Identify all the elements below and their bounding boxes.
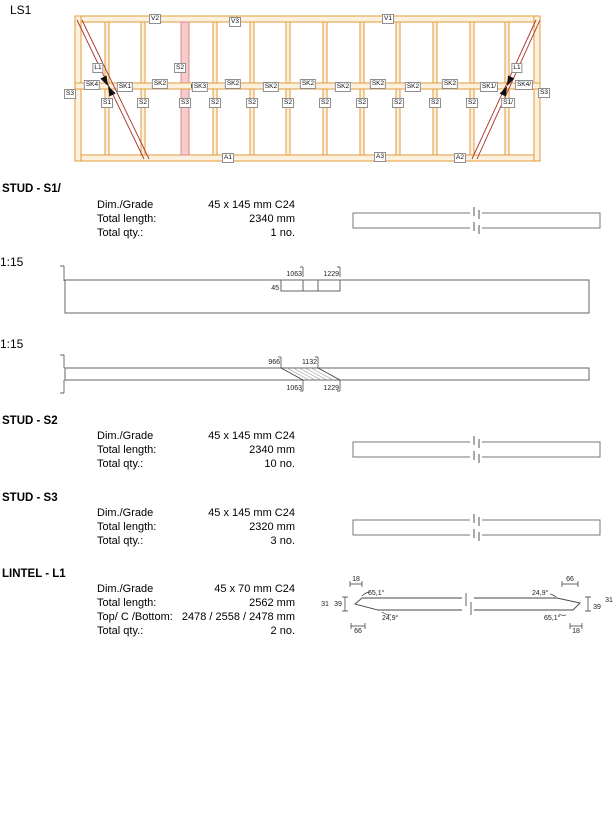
spec-value: 45 x 145 mm C24 bbox=[208, 430, 295, 442]
frame-label: S1 bbox=[103, 99, 111, 106]
lintel-angle-bottom-left: 24,9° bbox=[382, 615, 399, 622]
stud-s3-bar-drawing bbox=[353, 514, 600, 541]
frame-label: SK2 bbox=[406, 83, 420, 90]
frame-label: S2 bbox=[468, 99, 476, 106]
frame-label: L1 bbox=[513, 64, 521, 71]
spec-value: 2340 mm bbox=[249, 444, 295, 456]
spec-value: 2562 mm bbox=[249, 597, 295, 609]
stud-s1-face-detail bbox=[65, 280, 589, 313]
frame-label: SK2 bbox=[336, 83, 350, 90]
frame-label: S3 bbox=[181, 99, 189, 106]
spec-label: Total qty.: bbox=[97, 535, 144, 547]
stud-s1-bar-drawing bbox=[353, 207, 600, 234]
frame-label: A3 bbox=[376, 153, 384, 160]
lintel-dim-top-right: 66 bbox=[566, 576, 574, 583]
frame-label: S2 bbox=[176, 64, 184, 71]
frame-label: S2 bbox=[394, 99, 402, 106]
frame-label: S2 bbox=[211, 99, 219, 106]
detail-b-dim-1132: 1132 bbox=[301, 359, 317, 366]
frame-label: SK2 bbox=[264, 83, 278, 90]
frame-label: S2 bbox=[358, 99, 366, 106]
lintel-dim-top-left: 18 bbox=[352, 576, 360, 583]
frame-label: S2 bbox=[321, 99, 329, 106]
spec-label: Total qty.: bbox=[97, 458, 144, 470]
frame-label: SK4 bbox=[85, 81, 99, 88]
spec-label: Total length: bbox=[97, 521, 157, 533]
spec-value: 2320 mm bbox=[249, 521, 295, 533]
frame-label: SK2 bbox=[371, 80, 385, 87]
frame-label: V3 bbox=[231, 18, 239, 25]
detail-b-dim-1229: 1229 bbox=[323, 385, 339, 392]
frame-label: V1 bbox=[384, 15, 392, 22]
lintel-dim-bottom-right: 18 bbox=[572, 628, 580, 635]
frame-label: L1 bbox=[94, 64, 102, 71]
spec-value: 2478 / 2558 / 2478 mm bbox=[181, 611, 295, 623]
frame-label: S2 bbox=[139, 99, 147, 106]
frame-label: SK2 bbox=[226, 80, 240, 87]
spec-value: 45 x 145 mm C24 bbox=[208, 199, 295, 211]
stud-s2-bar-drawing bbox=[353, 436, 600, 463]
spec-label: Total length: bbox=[97, 444, 157, 456]
stud-s1-edge-detail bbox=[65, 368, 589, 380]
scale-label: 1:15 bbox=[0, 337, 24, 351]
frame-label: S2 bbox=[248, 99, 256, 106]
section-heading-lintel-l1: LINTEL - L1 bbox=[2, 568, 66, 580]
frame-label: SK1/ bbox=[481, 83, 497, 90]
detail-b-dim-966: 966 bbox=[268, 359, 280, 366]
frame-label: SK2 bbox=[153, 80, 167, 87]
lintel-dim-right-inner: 39 bbox=[593, 604, 601, 611]
spec-value: 45 x 70 mm C24 bbox=[214, 583, 295, 595]
spec-label: Total qty.: bbox=[97, 625, 144, 637]
detail-a-dim-1063: 1063 bbox=[286, 271, 302, 278]
spec-value: 10 no. bbox=[264, 458, 295, 470]
spec-label: Total length: bbox=[97, 597, 157, 609]
frame-label: SK3 bbox=[193, 83, 207, 90]
spec-label: Total qty.: bbox=[97, 227, 144, 239]
spec-label: Top/ C /Bottom: bbox=[97, 611, 173, 623]
frame-label: V2 bbox=[151, 15, 159, 22]
spec-label: Dim./Grade bbox=[97, 430, 154, 442]
scale-label: 1:15 bbox=[0, 255, 24, 269]
frame-label: S3 bbox=[66, 90, 74, 97]
lintel-dim-left-inner: 39 bbox=[334, 601, 342, 608]
detail-a-height-dim: 45 bbox=[271, 285, 279, 292]
lintel-dim-right-outer: 31 bbox=[605, 597, 613, 604]
lintel-angle-top-right: 24,9° bbox=[532, 590, 549, 597]
frame-label: A1 bbox=[224, 154, 232, 161]
lintel-dim-left-outer: 31 bbox=[321, 601, 329, 608]
spec-label: Dim./Grade bbox=[97, 507, 154, 519]
section-heading-stud-s1: STUD - S1/ bbox=[2, 183, 61, 195]
frame-label: S2 bbox=[284, 99, 292, 106]
spec-label: Dim./Grade bbox=[97, 199, 154, 211]
spec-label: Dim./Grade bbox=[97, 583, 154, 595]
frame-label: SK2 bbox=[301, 80, 315, 87]
frame-label: S3 bbox=[540, 89, 548, 96]
section-heading-stud-s3: STUD - S3 bbox=[2, 492, 58, 504]
spec-value: 45 x 145 mm C24 bbox=[208, 507, 295, 519]
frame-label: S1/ bbox=[503, 99, 513, 106]
frame-label: SK2 bbox=[443, 80, 457, 87]
spec-value: 2 no. bbox=[270, 625, 295, 637]
frame-label: SK1 bbox=[118, 83, 132, 90]
frame-label: SK4/ bbox=[516, 81, 532, 88]
spec-value: 3 no. bbox=[270, 535, 295, 547]
spec-value: 2340 mm bbox=[249, 213, 295, 225]
lintel-dim-bottom-left: 66 bbox=[354, 628, 362, 635]
frame-label: A2 bbox=[456, 154, 464, 161]
detail-b-dim-1063: 1063 bbox=[286, 385, 302, 392]
section-heading-stud-s2: STUD - S2 bbox=[2, 415, 58, 427]
spec-value: 1 no. bbox=[270, 227, 295, 239]
lintel-angle-top-left: 65,1° bbox=[368, 590, 385, 597]
lintel-angle-bottom-right: 65,1° bbox=[544, 615, 561, 622]
sheet-title: LS1 bbox=[10, 3, 32, 17]
spec-label: Total length: bbox=[97, 213, 157, 225]
detail-a-dim-1229: 1229 bbox=[323, 271, 339, 278]
frame-label: S2 bbox=[431, 99, 439, 106]
